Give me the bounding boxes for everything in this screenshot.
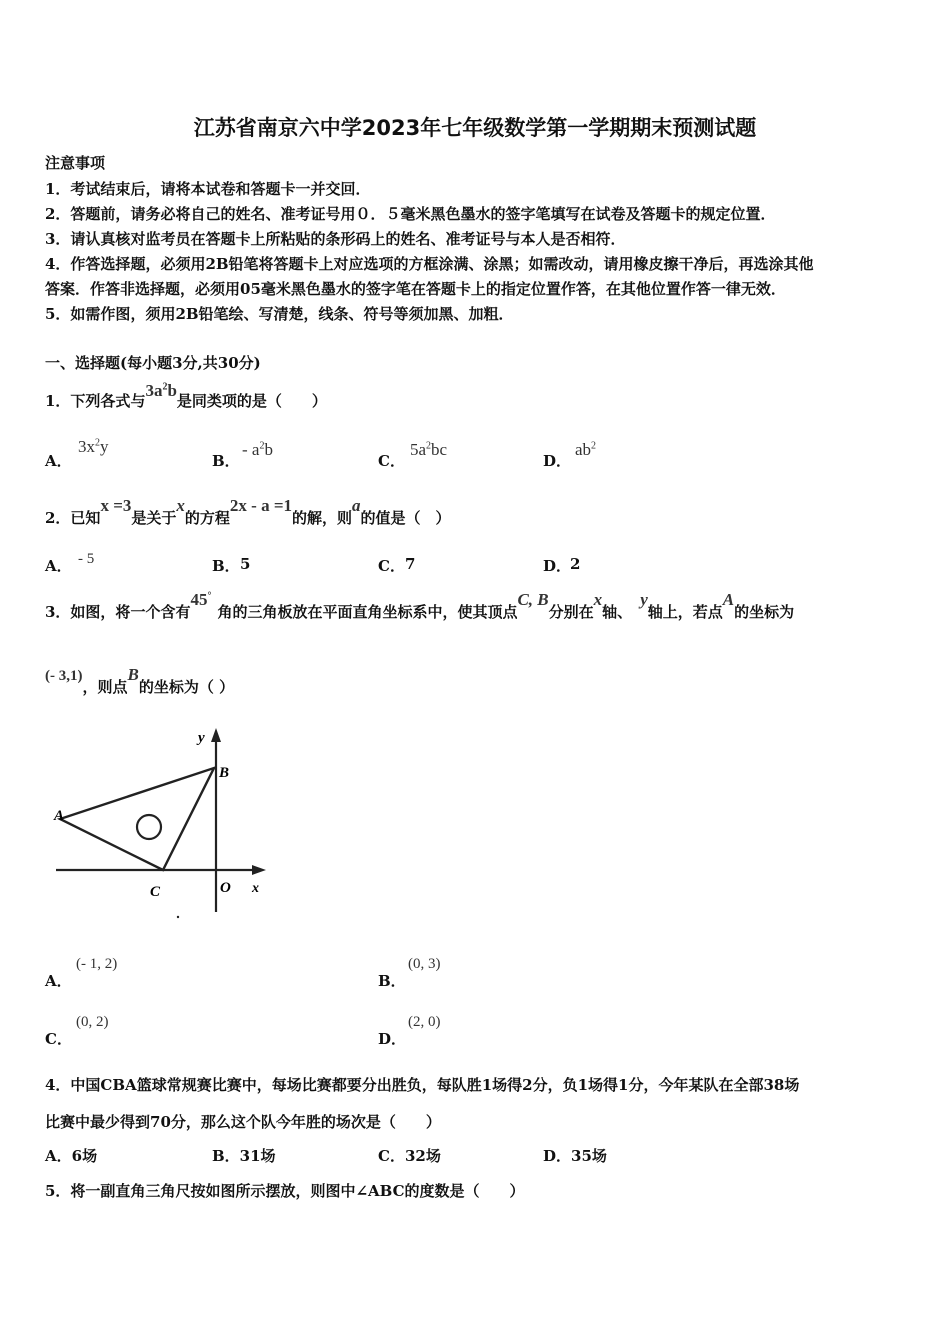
stray-dot bbox=[177, 916, 179, 918]
label-a: A bbox=[54, 808, 65, 824]
label-o: O bbox=[220, 880, 231, 896]
q3-option-a[interactable]: (- 1, 2) bbox=[76, 956, 118, 972]
q2-option-a[interactable]: - 5 bbox=[78, 551, 95, 567]
note-item: 1．考试结束后，请将本试卷和答题卡一并交回． bbox=[45, 180, 371, 198]
q4-option-d[interactable]: D．35场 bbox=[543, 1147, 607, 1165]
q3-option-c-label: C． bbox=[45, 1030, 72, 1048]
q2-option-a-label: A． bbox=[45, 557, 72, 575]
q1-option-d[interactable]: $ab^2$ bbox=[575, 440, 597, 459]
note-item: 2．答题前，请务必将自己的姓名、准考证号用０．５毫米黑色墨水的签字笔填写在试卷及答题卡的规定位置． bbox=[45, 205, 776, 223]
q3-option-c[interactable]: (0, 2) bbox=[76, 1014, 109, 1030]
q1-option-d-label: D． bbox=[543, 452, 572, 470]
q3-stem-line1: 3．如图，将一个含有45°角的三角板放在平面直角坐标系中，使其顶点C, B分别在x轴、y轴上，若点A的坐标为 bbox=[45, 590, 795, 621]
q4-option-b[interactable]: B．31场 bbox=[212, 1147, 276, 1165]
q2-option-d[interactable]: 2 bbox=[570, 555, 581, 573]
q3-stem-line2: (- 3,1)，则点B的坐标为（ ） bbox=[45, 665, 235, 696]
q3-option-b-label: B． bbox=[378, 972, 406, 990]
q1-option-c-label: C． bbox=[378, 452, 405, 470]
q3-option-a-label: A． bbox=[45, 972, 72, 990]
label-b: B bbox=[219, 765, 230, 781]
page-title: 江苏省南京六中学2023年七年级数学第一学期期末预测试题 bbox=[193, 116, 757, 140]
q1-suffix: 是同类项的是（ ） bbox=[176, 392, 327, 410]
y-axis-arrow bbox=[211, 728, 221, 742]
section-heading: 一、选择题(每小题3分,共30分) bbox=[45, 354, 261, 372]
q1-option-a[interactable]: $3x^2y$ bbox=[78, 437, 109, 456]
q2-option-d-label: D． bbox=[543, 557, 572, 575]
note-item: 5．如需作图，须用2B铅笔绘、写清楚，线条、符号等须加黑、加粗． bbox=[45, 305, 514, 323]
q3-option-d-label: D． bbox=[378, 1030, 407, 1048]
note-item: 4．作答选择题，必须用2B铅笔将答题卡上对应选项的方框涂满、涂黑；如需改动，请用橡皮擦干净后，再选涂其他 bbox=[45, 255, 814, 273]
q1-expression: $3a^2b$ bbox=[145, 381, 177, 400]
q5-stem: 5．将一副直角三角尺按如图所示摆放，则图中∠ABC的度数是（ ） bbox=[45, 1182, 525, 1200]
q4-option-c[interactable]: C．32场 bbox=[378, 1147, 441, 1165]
q4-stem-line1: 4．中国CBA篮球常规赛比赛中，每场比赛都要分出胜负，每队胜1场得2分，负1场得1分，今年某队在全部38场 bbox=[45, 1076, 800, 1094]
q2-option-c-label: C． bbox=[378, 557, 405, 575]
x-axis-arrow bbox=[252, 865, 266, 875]
q4-stem-line2: 比赛中最少得到70分，那么这个队今年胜的场次是（ ） bbox=[45, 1113, 441, 1131]
label-y: y bbox=[198, 730, 205, 746]
q3-figure bbox=[48, 722, 278, 922]
q1-option-a-label: A． bbox=[45, 452, 72, 470]
q2-option-c[interactable]: 7 bbox=[405, 555, 416, 573]
q2-option-b-label: B． bbox=[212, 557, 240, 575]
q2-option-b[interactable]: 5 bbox=[240, 555, 251, 573]
q3-option-d[interactable]: (2, 0) bbox=[408, 1014, 441, 1030]
q1-stem bbox=[45, 381, 327, 411]
label-c: C bbox=[150, 884, 161, 900]
q1-prefix: 1．下列各式与 bbox=[45, 392, 146, 410]
notes-heading: 注意事项 bbox=[45, 154, 106, 172]
q2-stem: 2．已知x =3是关于x的方程2x - a =1的解，则a的值是（ ） bbox=[45, 496, 451, 527]
note-item: 答案．作答非选择题，必须用05毫米黑色墨水的签字笔在答题卡上的指定位置作答，在其他位置作答一律无效． bbox=[45, 280, 786, 298]
q1-option-b[interactable]: - $a^2b$ bbox=[242, 440, 273, 459]
q3-option-b[interactable]: (0, 3) bbox=[408, 956, 441, 972]
q1-option-c[interactable]: $5a^2bc$ bbox=[410, 440, 448, 459]
label-x: x bbox=[252, 881, 259, 896]
triangle-hole bbox=[137, 815, 161, 839]
triangle-abc bbox=[60, 768, 214, 870]
note-item: 3．请认真核对监考员在答题卡上所粘贴的条形码上的姓名、准考证号与本人是否相符． bbox=[45, 230, 626, 248]
q4-option-a[interactable]: A．6场 bbox=[45, 1147, 98, 1165]
q1-option-b-label: B． bbox=[212, 452, 240, 470]
